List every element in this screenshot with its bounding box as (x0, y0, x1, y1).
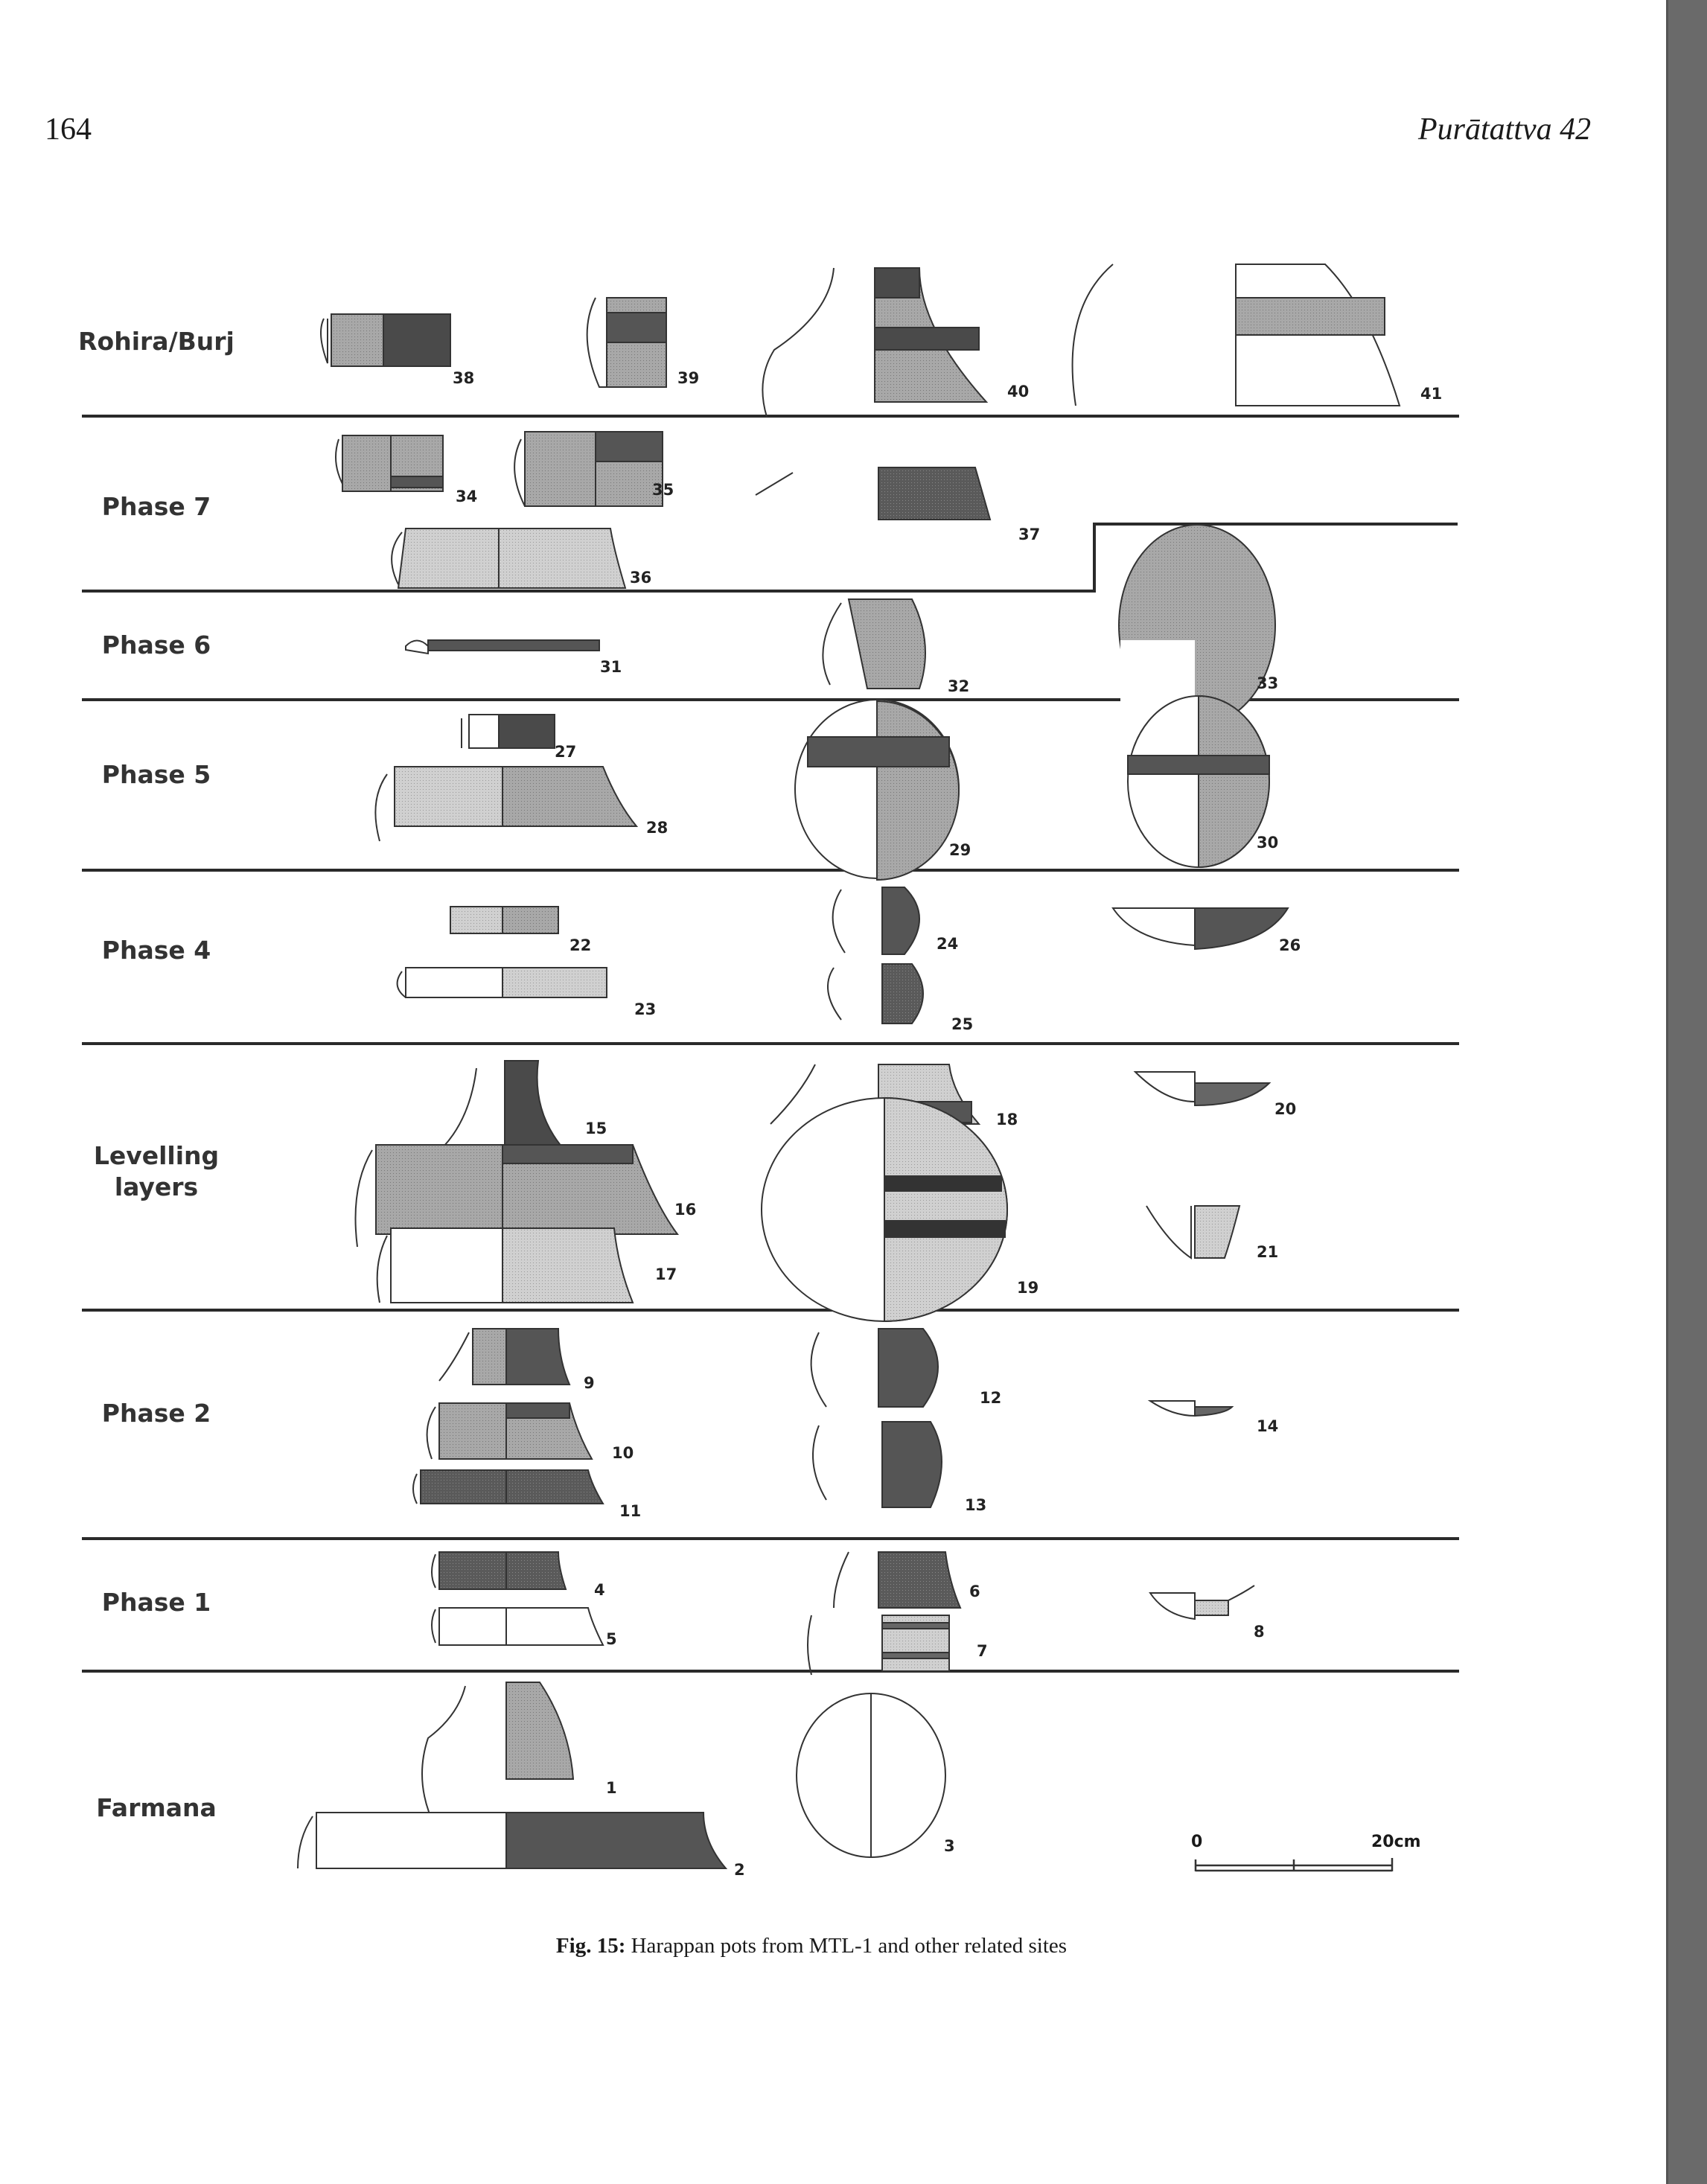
pot-number: 12 (980, 1389, 1002, 1407)
row-label-phase-7: Phase 7 (101, 492, 211, 521)
row-label-phase-1: Phase 1 (101, 1588, 211, 1617)
pot-number: 22 (569, 936, 592, 954)
scale-end-label: 20cm (1371, 1833, 1421, 1851)
pot-number: 40 (1007, 383, 1030, 400)
pot-number: 19 (1017, 1279, 1039, 1297)
pot-number: 37 (1018, 526, 1041, 543)
pot-number: 6 (969, 1583, 980, 1600)
pot-number: 35 (652, 481, 674, 499)
pot-number: 10 (612, 1444, 634, 1462)
row-label-line1: Levelling (93, 1141, 220, 1170)
row-label-phase-6: Phase 6 (101, 630, 211, 660)
pot-number: 31 (600, 658, 622, 676)
row-label-line2: layers (114, 1172, 199, 1201)
figure-caption (0, 1934, 1623, 1958)
journal-title: Purātattva 42 (1418, 112, 1592, 147)
row-label-phase-4: Phase 4 (101, 936, 211, 965)
pot-number: 38 (453, 369, 475, 387)
pot-number: 13 (965, 1496, 987, 1514)
pot-number: 39 (677, 369, 700, 387)
pot-number: 24 (937, 935, 959, 953)
pot-number: 27 (555, 743, 577, 761)
pot-number: 5 (606, 1630, 617, 1648)
pot-number: 33 (1257, 674, 1279, 692)
pot-number: 20 (1274, 1100, 1297, 1118)
pot-number: 23 (634, 1000, 657, 1018)
pot-number: 3 (944, 1837, 955, 1855)
row-label-phase-5: Phase 5 (101, 760, 211, 789)
pot-number: 32 (948, 677, 970, 695)
pot-number: 7 (977, 1642, 988, 1660)
pot-number: 18 (996, 1111, 1018, 1128)
row-label-phase-2: Phase 2 (101, 1399, 211, 1428)
pot-number: 2 (734, 1861, 745, 1879)
scale-bar-graphic (1191, 1833, 1400, 1877)
pot-number: 16 (674, 1201, 697, 1219)
pot-number: 28 (646, 819, 669, 837)
pot-number: 21 (1257, 1243, 1279, 1261)
pot-number: 9 (584, 1374, 595, 1392)
pot-number: 17 (655, 1265, 677, 1283)
pot-number: 25 (951, 1015, 974, 1033)
pot-number: 11 (619, 1502, 642, 1520)
pot-number: 26 (1279, 936, 1301, 954)
row-label-rohira-burj: Rohira/Burj (78, 327, 234, 356)
pot-number: 8 (1254, 1623, 1265, 1641)
pot-number: 30 (1257, 834, 1279, 852)
pot-number: 15 (585, 1120, 607, 1137)
scale-start-label: 0 (1191, 1833, 1203, 1851)
caption-label: Fig. 15: (555, 1934, 626, 1958)
page-number: 164 (45, 112, 92, 147)
pot-number: 1 (606, 1779, 617, 1797)
pot-number: 36 (630, 569, 652, 587)
row-label-farmana: Farmana (96, 1793, 217, 1822)
scale-bar (1191, 1833, 1421, 1877)
pot-number: 41 (1420, 385, 1443, 403)
pot-number: 29 (949, 841, 971, 859)
caption-text: Harappan pots from MTL-1 and other related sites (625, 1934, 1068, 1958)
pot-number: 4 (594, 1581, 605, 1599)
pot-number: 34 (456, 488, 478, 505)
pot-number: 14 (1257, 1417, 1279, 1435)
